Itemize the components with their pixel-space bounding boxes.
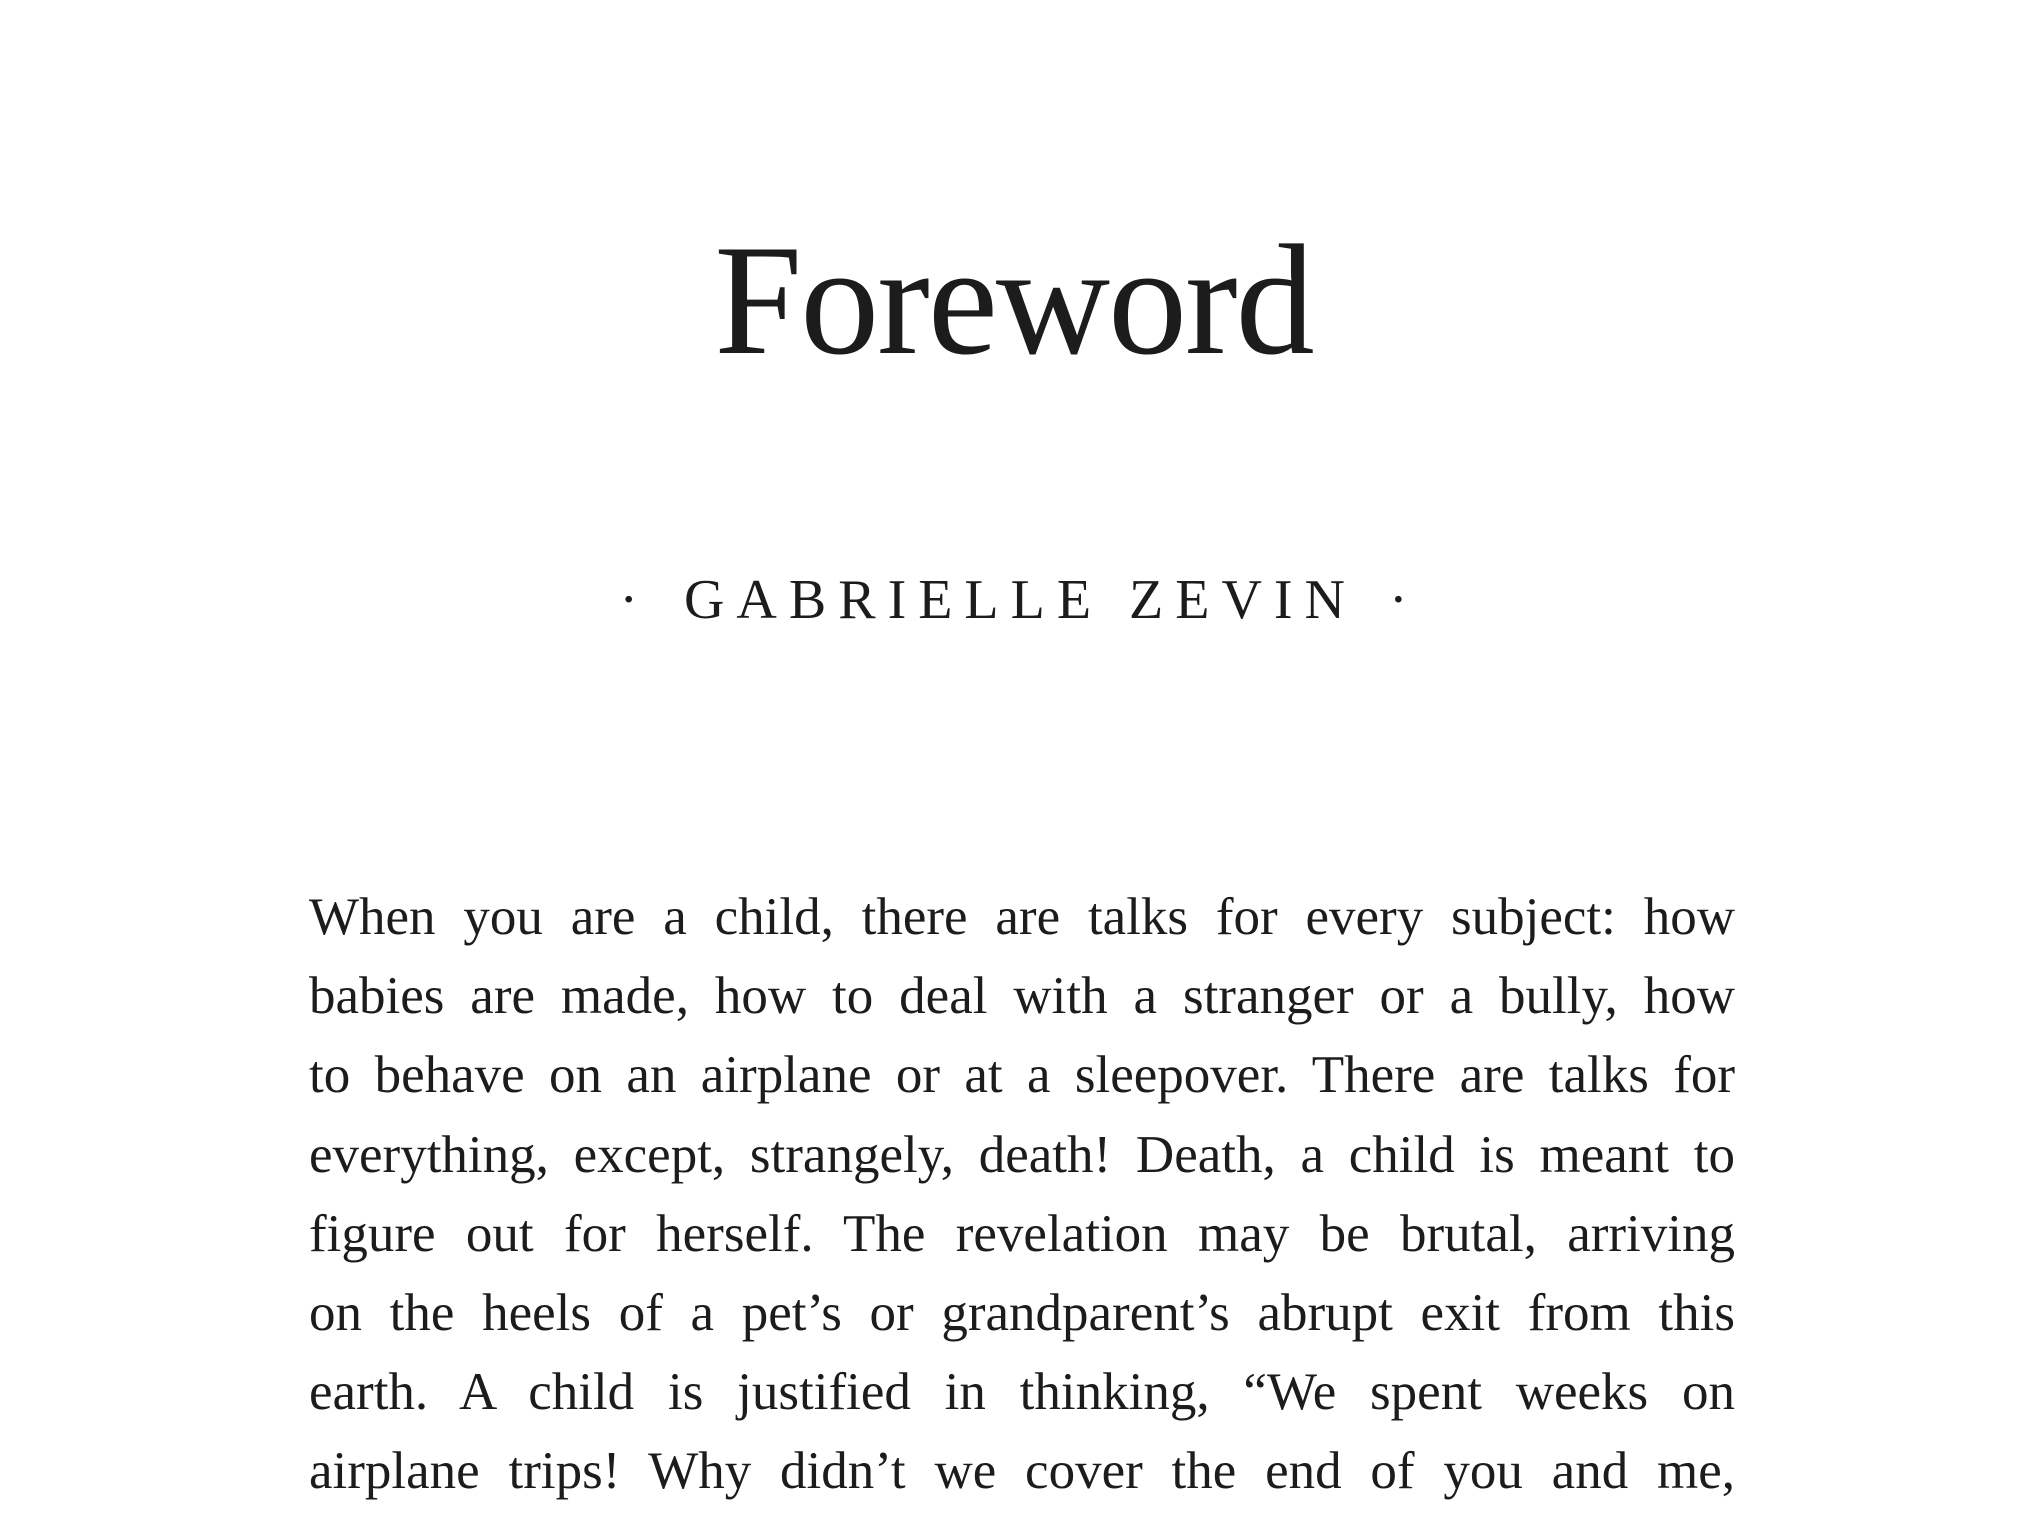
- chapter-title: Foreword: [714, 213, 1313, 388]
- paragraph-line: to behave on an airplane or at a sleepover. There are talks for: [309, 1046, 1735, 1105]
- paragraph-line: When you are a child, there are talks for every subject: how: [309, 888, 1735, 946]
- byline-left-dot: ·: [619, 569, 638, 631]
- byline-right-dot: ·: [1389, 569, 1408, 631]
- paragraph-line: babies are made, how to deal with a stranger or a bully, how: [309, 967, 1735, 1026]
- paragraph-line: everything, except, strangely, death! Death, a child is meant to: [309, 1125, 1735, 1184]
- body-paragraph: [309, 878, 1735, 1512]
- author-byline: [0, 569, 2027, 631]
- paragraph-line: figure out for herself. The revelation may be brutal, arriving: [309, 1204, 1735, 1263]
- paragraph-line: on the heels of a pet’s or grandparent’s abrupt exit from this: [309, 1283, 1735, 1342]
- paragraph-line: earth. A child is justified in thinking, “We spent weeks on: [309, 1363, 1735, 1422]
- paragraph-line: airplane trips! Why didn’t we cover the end of you and me,: [309, 1442, 1735, 1501]
- author-name: GABRIELLE ZEVIN: [683, 569, 1357, 631]
